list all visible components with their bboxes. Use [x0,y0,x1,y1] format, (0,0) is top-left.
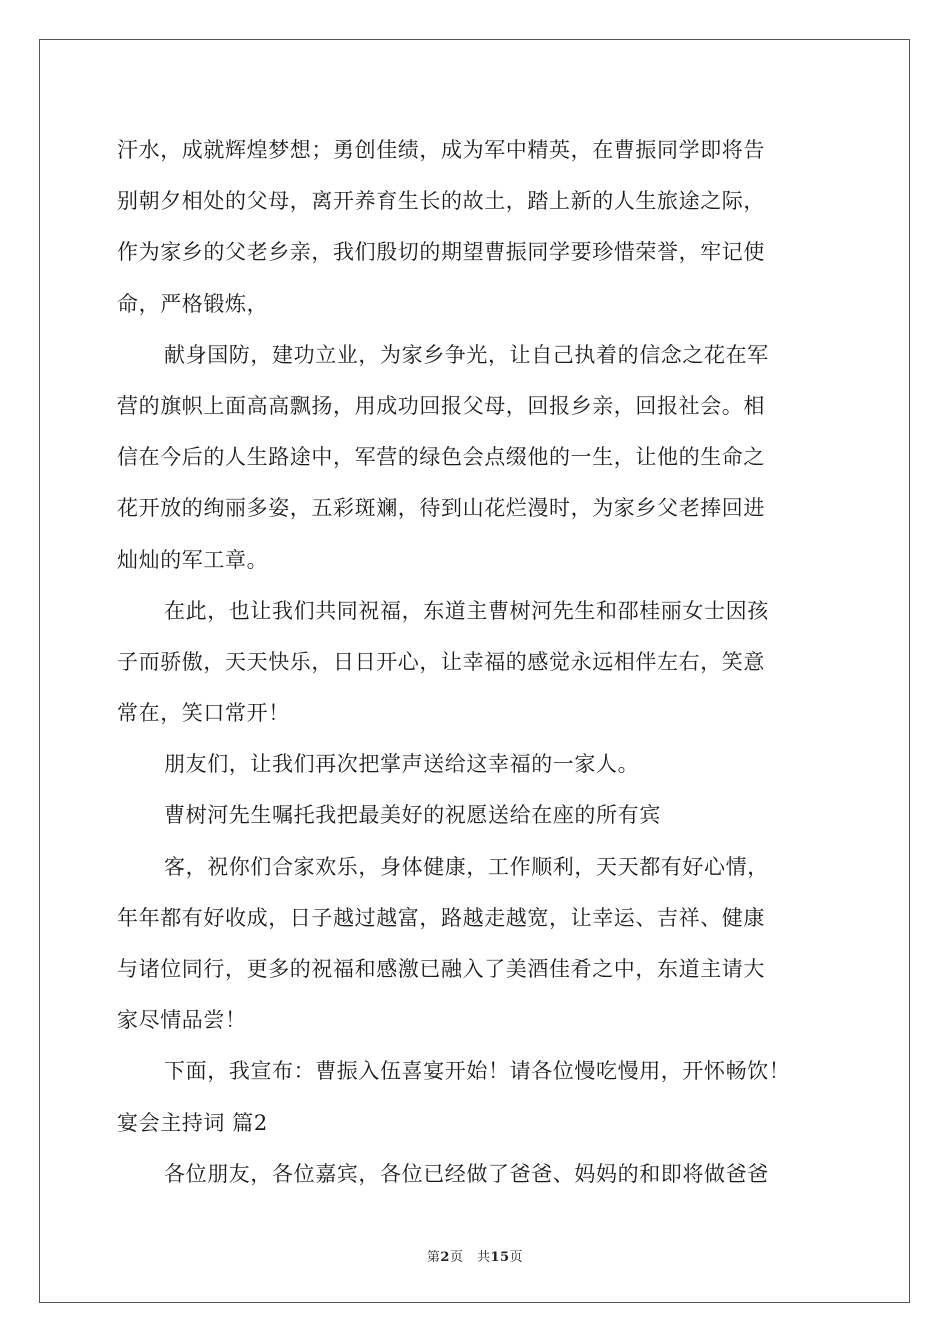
text-line: 客，祝你们合家欢乐，身体健康，工作顺利，天天都有好心情， [164,854,769,879]
footer-suffix: 页 [509,1250,524,1265]
text-line: 别朝夕相处的父母，离开养育生长的故土，踏上新的人生旅途之际， [117,189,765,214]
text-line: 曹树河先生嘱托我把最美好的祝愿送给在座的所有宾 [164,803,661,828]
total-page-count: 15 [490,1250,510,1265]
text-line: 信在今后的人生路途中，军营的绿色会点缀他的一生，让他的生命之 [117,445,765,470]
text-line: 营的旗帜上面高高飘扬，用成功回报父母，回报乡亲，回报社会。相 [117,393,765,418]
text-line: 常在，笑口常开！ [117,701,290,726]
text-line: 汗水，成就辉煌梦想；勇创佳绩，成为军中精英，在曹振同学即将告 [117,138,765,162]
page-footer [0,1246,950,1265]
text-line: 宴会主持词 篇2 [117,1110,268,1135]
text-line: 家尽情品尝！ [117,1008,247,1033]
text-line: 作为家乡的父老乡亲，我们殷切的期望曹振同学要珍惜荣誉，牢记使 [117,240,765,265]
text-line: 在此，也让我们共同祝福，东道主曹树河先生和邵桂丽女士因孩 [164,598,769,623]
text-line: 与诸位同行，更多的祝福和感激已融入了美酒佳肴之中，东道主请大 [117,957,765,981]
text-line: 下面，我宣布：曹振入伍喜宴开始！请各位慢吃慢用，开怀畅饮！ [164,1059,791,1084]
text-line: 各位朋友，各位嘉宾，各位已经做了爸爸、妈妈的和即将做爸爸 [164,1161,769,1186]
text-line: 命，严格锻炼， [117,291,269,316]
text-line: 年年都有好收成，日子越过越富，路越走越宽，让幸运、吉祥、健康 [117,905,765,930]
text-line: 子而骄傲，天天快乐，日日开心，让幸福的感觉永远相伴左右，笑意 [117,649,765,674]
current-page-number: 2 [440,1250,450,1265]
text-line: 灿灿的军工章。 [117,547,269,572]
text-line: 献身国防，建功立业，为家乡争光，让自己执着的信念之花在军 [164,342,769,367]
footer-mid: 页 共 [449,1250,491,1265]
text-line: 花开放的绚丽多姿，五彩斑斓，待到山花烂漫时，为家乡父老捧回进 [117,496,765,521]
text-line: 朋友们，让我们再次把掌声送给这幸福的一家人。 [164,752,640,777]
document-body [117,127,833,1202]
footer-prefix: 第 [426,1250,441,1265]
